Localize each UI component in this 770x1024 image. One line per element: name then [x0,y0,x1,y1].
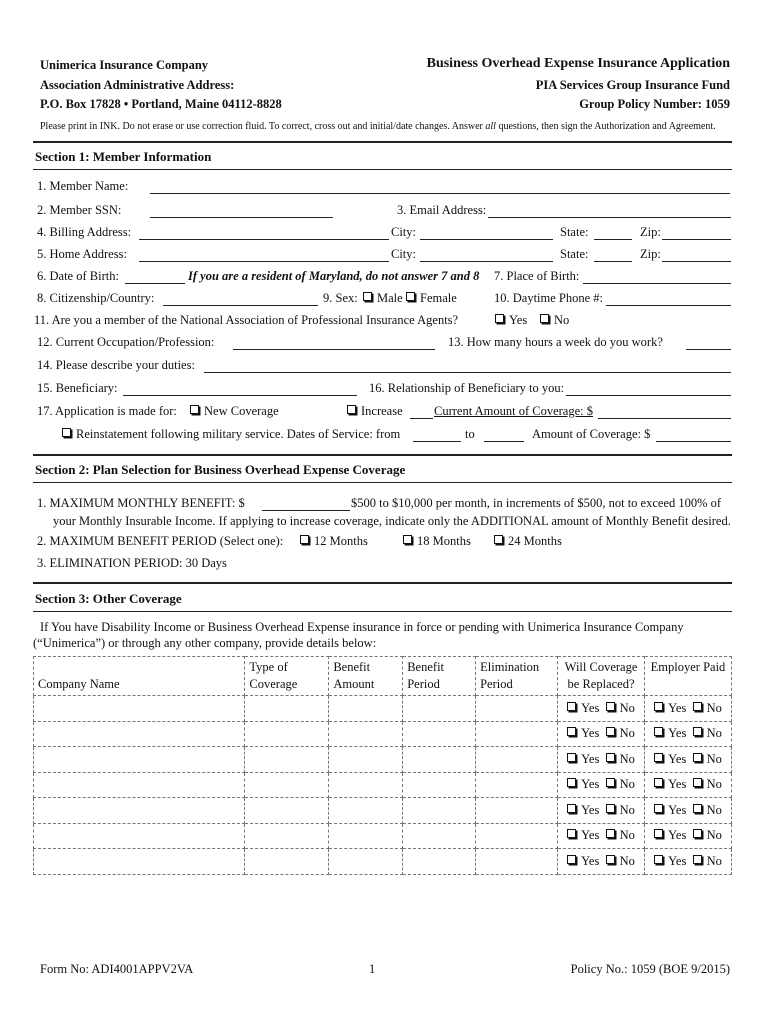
home-city-field[interactable] [420,261,553,262]
form-number: Form No: ADI4001APPV2VA [40,962,194,976]
employer-paid-yes-option[interactable] [654,777,686,791]
period-18-checkbox[interactable] [403,535,412,544]
service-to-label: to [465,427,475,441]
service-from-field[interactable] [413,441,461,442]
company-name-cell[interactable] [34,721,245,747]
instructions-all: all [485,121,496,132]
period-24-label: 24 Months [508,534,562,548]
group-policy-number: Group Policy Number: 1059 [579,97,730,111]
yes-label: Yes [581,853,600,868]
home-zip-label: Zip: [640,247,661,261]
place-of-birth-label: 7. Place of Birth: [494,269,580,283]
benefit-amount-cell[interactable] [329,823,403,849]
employer-paid-no-checkbox[interactable] [693,753,702,762]
employer-paid-cell [645,798,732,824]
table-row [34,772,732,798]
replaced-no-checkbox[interactable] [606,778,615,787]
employer-paid-cell [645,696,732,722]
home-state-field[interactable] [594,261,632,262]
replaced-no-option[interactable] [606,752,635,766]
employer-paid-no-option[interactable] [693,777,722,791]
duties-label: 14. Please describe your duties: [37,358,195,372]
other-coverage-table [33,656,732,875]
benefit-amount-cell[interactable] [329,721,403,747]
replaced-cell [558,772,645,798]
replaced-no-option[interactable] [606,803,635,817]
dob-label: 6. Date of Birth: [37,269,119,283]
replaced-yes-checkbox[interactable] [567,804,576,813]
dob-field[interactable] [125,283,185,284]
hours-field[interactable] [686,349,731,350]
replaced-yes-option[interactable] [567,701,599,715]
instructions-text-b: questions, then sign the Authorization and Agreement. [495,121,716,132]
policy-footer: Policy No.: 1059 (BOE 9/2015) [570,962,730,976]
type-of-coverage-cell[interactable] [245,772,329,798]
benefit-period-cell[interactable] [403,798,476,824]
period-24-checkbox[interactable] [494,535,503,544]
column-header: Elimination Period [476,657,558,696]
elimination-period-cell[interactable] [476,849,558,875]
replaced-yes-checkbox[interactable] [567,829,576,838]
replaced-yes-option[interactable] [567,752,599,766]
home-state-label: State: [560,247,589,261]
sex-label: 9. Sex: [323,291,358,305]
employer-paid-no-checkbox[interactable] [693,804,702,813]
replaced-yes-checkbox[interactable] [567,702,576,711]
increase-underline [410,418,433,419]
sex-male-option[interactable] [363,291,403,306]
benefit-period-cell[interactable] [403,696,476,722]
daytime-phone-field[interactable] [606,305,731,306]
yes-label: Yes [668,828,687,843]
section-rule [33,141,732,143]
company-name-cell[interactable] [34,823,245,849]
new-coverage-checkbox[interactable] [190,405,199,414]
replaced-no-option[interactable] [606,777,635,791]
duties-field[interactable] [204,372,731,373]
female-checkbox[interactable] [406,292,415,301]
type-of-coverage-cell[interactable] [245,721,329,747]
period-18-label: 18 Months [417,534,471,548]
employer-paid-yes-checkbox[interactable] [654,804,663,813]
mailing-address: P.O. Box 17828 • Portland, Maine 04112-8828 [40,97,282,111]
column-header: Company Name [34,657,245,696]
form-title: Business Overhead Expense Insurance Application [426,56,730,71]
replaced-yes-option[interactable] [567,803,599,817]
home-address-label: 5. Home Address: [37,247,127,261]
column-header: Type of Coverage [245,657,329,696]
period-18-option[interactable] [403,534,471,549]
yes-label: Yes [668,751,687,766]
table-row [34,849,732,875]
current-amount-field[interactable] [598,418,731,419]
no-label: No [619,853,635,868]
max-monthly-benefit-note-2: your Monthly Insurable Income. If applying to increase coverage, indicate only the ADDITIONAL amount of Monthly Benefit desired. [53,514,731,528]
replaced-yes-checkbox[interactable] [567,753,576,762]
benefit-period-cell[interactable] [403,823,476,849]
replaced-no-option[interactable] [606,701,635,715]
benefit-period-cell[interactable] [403,849,476,875]
replaced-yes-option[interactable] [567,777,599,791]
no-label: No [706,777,722,792]
occupation-field[interactable] [233,349,435,350]
table-row [34,721,732,747]
beneficiary-label: 15. Beneficiary: [37,381,118,395]
billing-address-label: 4. Billing Address: [37,225,132,239]
employer-paid-no-checkbox[interactable] [693,829,702,838]
daytime-phone-label: 10. Daytime Phone #: [494,291,604,305]
replaced-yes-checkbox[interactable] [567,727,576,736]
billing-zip-label: Zip: [640,225,661,239]
yes-label: Yes [581,777,600,792]
type-of-coverage-cell[interactable] [245,696,329,722]
replaced-yes-option[interactable] [567,726,599,740]
elimination-period-cell[interactable] [476,772,558,798]
increase-label: Increase [361,404,403,418]
section-rule [33,582,732,584]
replaced-yes-option[interactable] [567,854,599,868]
max-benefit-period-label: 2. MAXIMUM BENEFIT PERIOD (Select one): [37,534,284,548]
company-name: Unimerica Insurance Company [40,58,209,72]
email-field[interactable] [488,217,731,218]
replaced-yes-checkbox[interactable] [567,855,576,864]
reinstatement-amount-label: Amount of Coverage: $ [532,427,651,441]
period-24-option[interactable] [494,534,562,549]
employer-paid-yes-option[interactable] [654,752,686,766]
billing-zip-field[interactable] [662,239,731,240]
benefit-period-cell[interactable] [403,772,476,798]
benefit-amount-cell[interactable] [329,696,403,722]
replaced-cell [558,696,645,722]
column-header: Will Coverage be Replaced? [558,657,645,696]
employer-paid-cell [645,849,732,875]
sex-female-option[interactable] [406,291,457,306]
maryland-notice: If you are a resident of Maryland, do not answer 7 and 8 [188,269,480,283]
replaced-no-checkbox[interactable] [606,727,615,736]
elimination-period-cell[interactable] [476,747,558,773]
employer-paid-no-option[interactable] [693,803,722,817]
no-label: No [619,777,635,792]
replaced-cell [558,721,645,747]
no-label: No [706,828,722,843]
replaced-yes-option[interactable] [567,828,599,842]
napia-no-label: No [554,313,570,327]
section3-title: Section 3: Other Coverage [35,591,182,606]
table-body [34,696,732,875]
relationship-field[interactable] [566,395,731,396]
billing-state-field[interactable] [594,239,632,240]
company-name-cell[interactable] [34,696,245,722]
employer-paid-yes-option[interactable] [654,726,686,740]
elimination-period-cell[interactable] [476,696,558,722]
employer-paid-yes-checkbox[interactable] [654,702,663,711]
employer-paid-yes-option[interactable] [654,701,686,715]
male-checkbox[interactable] [363,292,372,301]
column-header: Benefit Period [403,657,476,696]
section1-title: Section 1: Member Information [35,149,212,164]
benefit-amount-cell[interactable] [329,772,403,798]
employer-paid-no-option[interactable] [693,854,722,868]
replaced-yes-checkbox[interactable] [567,778,576,787]
new-coverage-label: New Coverage [204,404,279,418]
billing-address-field[interactable] [139,239,389,240]
billing-state-label: State: [560,225,589,239]
current-amount-label: Current Amount of Coverage: $ [434,404,593,418]
section-underline [33,611,732,612]
increase-checkbox[interactable] [347,405,356,414]
elimination-period-cell[interactable] [476,823,558,849]
other-coverage-intro: If You have Disability Income or Business Overhead Expense insurance in force or pending with Unimerica Insurance Company [40,620,684,634]
type-of-coverage-cell[interactable] [245,849,329,875]
employer-paid-cell [645,747,732,773]
other-coverage-intro-2: (“Unimerica”) or through any other company, provide details below: [33,636,377,650]
employer-paid-yes-checkbox[interactable] [654,727,663,736]
place-of-birth-field[interactable] [583,283,731,284]
napia-no-option[interactable] [540,313,569,328]
page-number: 1 [369,962,376,976]
employer-paid-no-option[interactable] [693,828,722,842]
billing-city-field[interactable] [420,239,553,240]
employer-paid-yes-checkbox[interactable] [654,778,663,787]
company-name-cell[interactable] [34,772,245,798]
no-label: No [706,802,722,817]
new-coverage-option[interactable] [190,404,279,419]
yes-label: Yes [668,726,687,741]
citizenship-label: 8. Citizenship/Country: [37,291,155,305]
no-label: No [619,700,635,715]
type-of-coverage-cell[interactable] [245,747,329,773]
no-label: No [619,802,635,817]
napia-yes-checkbox[interactable] [495,314,504,323]
admin-address-label: Association Administrative Address: [40,78,235,92]
employer-paid-yes-option[interactable] [654,828,686,842]
section-underline [33,169,732,170]
section-underline [33,482,732,483]
table-row [34,696,732,722]
period-12-checkbox[interactable] [300,535,309,544]
yes-label: Yes [668,777,687,792]
table-row [34,798,732,824]
column-header: Employer Paid [645,657,732,696]
employer-paid-yes-checkbox[interactable] [654,855,663,864]
type-of-coverage-cell[interactable] [245,798,329,824]
employer-paid-no-checkbox[interactable] [693,778,702,787]
benefit-period-cell[interactable] [403,721,476,747]
replaced-cell [558,798,645,824]
period-12-option[interactable] [300,534,368,549]
replaced-no-option[interactable] [606,726,635,740]
table-row [34,747,732,773]
type-of-coverage-cell[interactable] [245,823,329,849]
employer-paid-cell [645,823,732,849]
employer-paid-no-option[interactable] [693,726,722,740]
replaced-cell [558,849,645,875]
section2-title: Section 2: Plan Selection for Business Overhead Expense Coverage [35,462,406,477]
member-ssn-field[interactable] [150,217,333,218]
table-header-row [34,657,732,696]
company-name-cell[interactable] [34,849,245,875]
benefit-amount-cell[interactable] [329,747,403,773]
column-header: Benefit Amount [329,657,403,696]
application-type-label: 17. Application is made for: [37,404,177,418]
max-monthly-benefit-label: 1. MAXIMUM MONTHLY BENEFIT: $ [37,496,245,510]
relationship-label: 16. Relationship of Beneficiary to you: [369,381,565,395]
replaced-no-checkbox[interactable] [606,804,615,813]
employer-paid-yes-option[interactable] [654,803,686,817]
napia-yes-label: Yes [509,313,528,327]
reinstatement-label: Reinstatement following military service. Dates of Service: from [76,427,401,441]
reinstatement-option[interactable] [62,427,400,442]
replaced-no-checkbox[interactable] [606,753,615,762]
table-row [34,823,732,849]
instructions [40,121,716,132]
reinstatement-amount-field[interactable] [656,441,731,442]
male-label: Male [377,291,403,305]
employer-paid-cell [645,721,732,747]
napia-member-question: 11. Are you a member of the National Association of Professional Insurance Agents? [34,313,459,327]
occupation-label: 12. Current Occupation/Profession: [37,335,215,349]
napia-yes-option[interactable] [495,313,527,328]
no-label: No [706,853,722,868]
member-name-label: 1. Member Name: [37,179,129,193]
employer-paid-yes-checkbox[interactable] [654,753,663,762]
no-label: No [706,726,722,741]
napia-no-checkbox[interactable] [540,314,549,323]
yes-label: Yes [668,802,687,817]
hours-label: 13. How many hours a week do you work? [448,335,663,349]
benefit-amount-cell[interactable] [329,849,403,875]
instructions-text-a: Please print in INK. Do not erase or use correction fluid. To correct, cross out and initial/date changes. Answer [40,121,486,132]
member-name-field[interactable] [150,193,730,194]
home-city-label: City: [391,247,417,261]
no-label: No [706,751,722,766]
replaced-no-checkbox[interactable] [606,829,615,838]
no-label: No [619,751,635,766]
yes-label: Yes [581,700,600,715]
elimination-period-cell[interactable] [476,721,558,747]
reinstatement-checkbox[interactable] [62,428,71,437]
yes-label: Yes [581,726,600,741]
email-label: 3. Email Address: [397,203,487,217]
increase-option[interactable] [347,404,403,419]
yes-label: Yes [668,700,687,715]
no-label: No [619,828,635,843]
billing-city-label: City: [391,225,417,239]
female-label: Female [420,291,457,305]
employer-paid-no-option[interactable] [693,701,722,715]
beneficiary-field[interactable] [123,395,357,396]
benefit-period-cell[interactable] [403,747,476,773]
no-label: No [619,726,635,741]
max-monthly-benefit-note: $500 to $10,000 per month, in increments of $500, not to exceed 100% of [351,496,722,510]
employer-paid-no-checkbox[interactable] [693,702,702,711]
home-zip-field[interactable] [662,261,731,262]
yes-label: Yes [581,802,600,817]
no-label: No [706,700,722,715]
company-name-cell[interactable] [34,747,245,773]
replaced-no-option[interactable] [606,854,635,868]
company-name-cell[interactable] [34,798,245,824]
fund-name: PIA Services Group Insurance Fund [535,78,730,92]
replaced-cell [558,823,645,849]
benefit-amount-cell[interactable] [329,798,403,824]
replaced-no-checkbox[interactable] [606,855,615,864]
employer-paid-yes-option[interactable] [654,854,686,868]
yes-label: Yes [581,828,600,843]
home-address-field[interactable] [139,261,389,262]
service-to-field[interactable] [484,441,524,442]
citizenship-field[interactable] [163,305,318,306]
elimination-period-label: 3. ELIMINATION PERIOD: 30 Days [37,556,227,570]
employer-paid-no-checkbox[interactable] [693,855,702,864]
yes-label: Yes [581,751,600,766]
employer-paid-no-option[interactable] [693,752,722,766]
employer-paid-yes-checkbox[interactable] [654,829,663,838]
max-monthly-benefit-field[interactable] [262,510,350,511]
replaced-no-option[interactable] [606,828,635,842]
replaced-cell [558,747,645,773]
employer-paid-cell [645,772,732,798]
employer-paid-no-checkbox[interactable] [693,727,702,736]
elimination-period-cell[interactable] [476,798,558,824]
period-12-label: 12 Months [314,534,368,548]
yes-label: Yes [668,853,687,868]
section-rule [33,454,732,456]
replaced-no-checkbox[interactable] [606,702,615,711]
member-ssn-label: 2. Member SSN: [37,203,122,217]
